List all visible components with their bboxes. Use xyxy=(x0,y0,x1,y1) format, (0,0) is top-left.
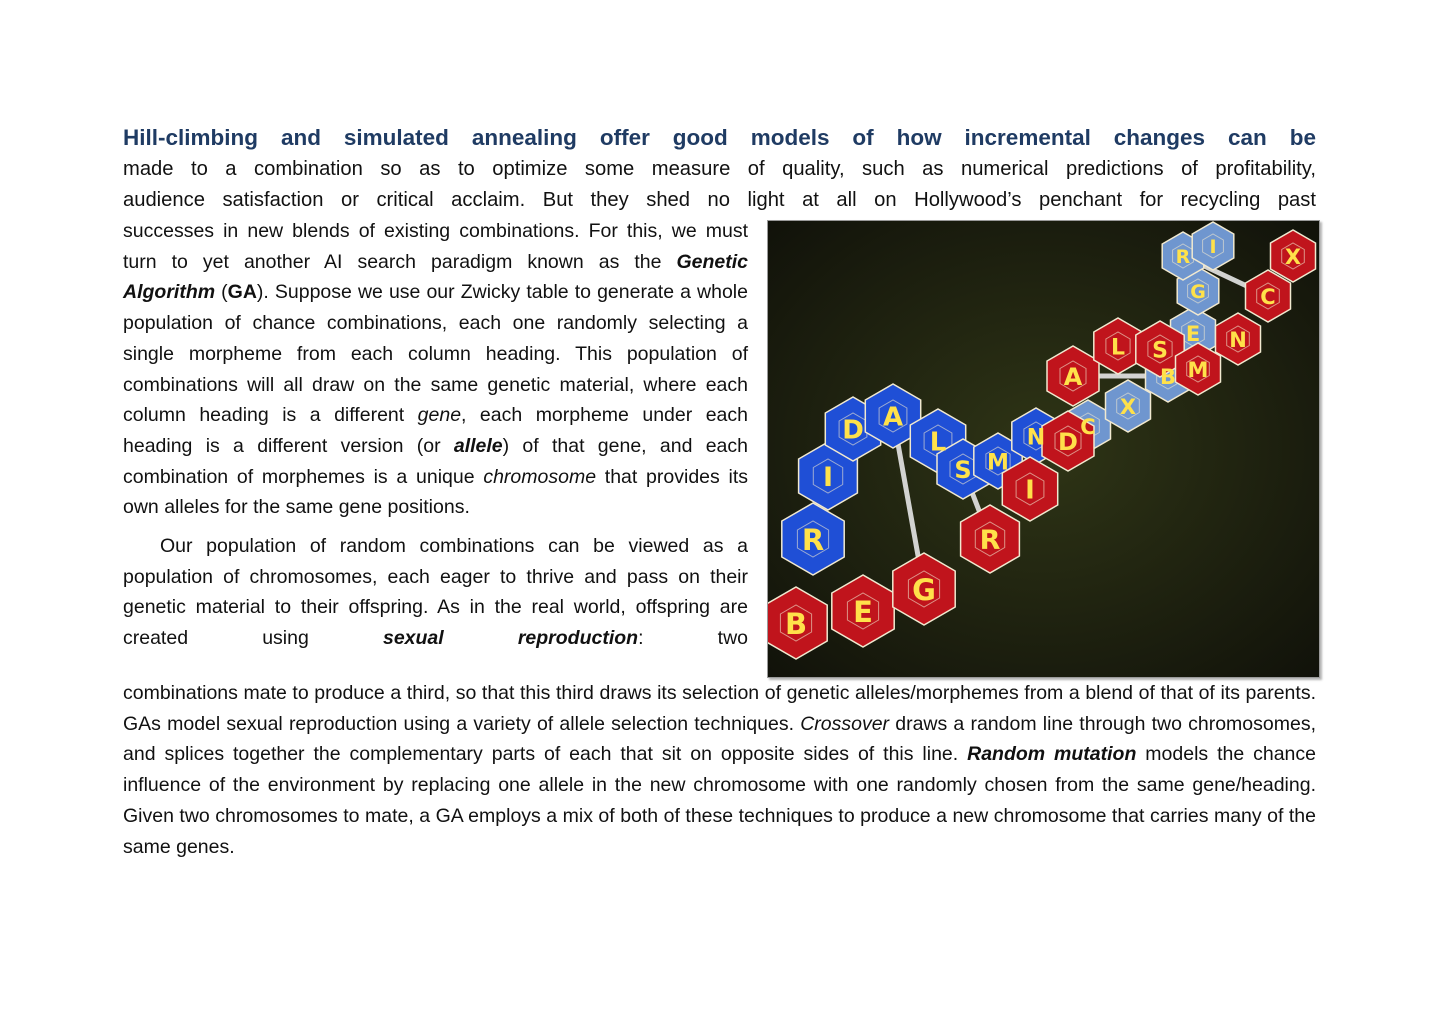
die-letter: S xyxy=(954,456,972,484)
section-heading: Hill-climbing and simulated annealing offer good models of how incremental changes can be xyxy=(123,125,1316,150)
text-run: , each morpheme under each heading is a different version (or xyxy=(123,404,748,457)
left-column xyxy=(123,216,748,654)
term-gene: gene xyxy=(417,404,462,427)
text-figure-row xyxy=(123,216,1316,678)
dna-dice-figure xyxy=(767,220,1320,678)
text-run: combinations mate to produce a third, so that this third draws its selection of genetic alleles/morphemes from a blend of that of its parents. GAs model sexual reproduction using a variety of allele selection techniques. xyxy=(123,682,1316,735)
term-chromosome: chromosome xyxy=(483,465,597,488)
paragraph-2-continued xyxy=(123,678,1316,862)
text-run: draws a random line through two chromosomes, and splices together the complementary parts of each that sit on opposite sides of this line. xyxy=(123,712,1316,766)
term-sexual-reproduction: sexual reproduction xyxy=(382,627,639,650)
die-letter: E xyxy=(853,594,873,629)
dna-dice-image xyxy=(768,221,1319,677)
text-run: ) of that gene, and each combination of morphemes is a unique xyxy=(123,434,748,488)
die-letter: C xyxy=(1080,414,1096,439)
body-line-1: made to a combination so as to optimize some measure of quality, such as numerical predictions of profitability, xyxy=(123,158,1316,180)
page-content xyxy=(123,122,1316,862)
term-crossover: Crossover xyxy=(800,712,890,735)
die-letter: B xyxy=(784,606,808,641)
die-letter: L xyxy=(929,427,947,458)
heading-line xyxy=(123,122,1316,154)
term-genetic-algorithm: Genetic Algorithm xyxy=(123,250,748,304)
die-letter: I xyxy=(822,462,834,494)
die-letter: E xyxy=(1185,321,1201,346)
die-letter: C xyxy=(1260,284,1276,309)
die-letter: B xyxy=(1159,364,1177,389)
die-letter: R xyxy=(979,525,1001,557)
paragraph-2-start xyxy=(123,531,748,654)
die-letter: M xyxy=(1187,357,1209,382)
die-letter: D xyxy=(842,415,864,446)
paragraph-1 xyxy=(123,216,748,523)
die-letter: A xyxy=(1063,363,1083,391)
term-random-mutation: Random mutation xyxy=(967,743,1137,766)
text-run: models the chance influence of the environment by replacing one allele in the new chromosome with one randomly chosen from the same gene/heading. Given two chromosomes to mate, a GA employs a mix of both of these techniques to produce a new chromosome that carries many of the same genes. xyxy=(123,743,1316,858)
die-letter: R xyxy=(801,522,825,557)
die-letter: G xyxy=(912,572,936,607)
die-letter: N xyxy=(1026,425,1046,451)
term-ga: GA xyxy=(227,281,257,304)
die-letter: L xyxy=(1110,335,1126,361)
die-letter: S xyxy=(1152,338,1168,364)
text-run: successes in new blends of existing combinations. For this, we must turn to yet another AI search paradigm known as the xyxy=(123,220,748,273)
term-allele: allele xyxy=(453,434,503,457)
die-letter: X xyxy=(1119,394,1137,419)
die-letter: G xyxy=(1190,281,1206,304)
die-letter: A xyxy=(882,402,904,433)
die-letter: X xyxy=(1284,244,1302,269)
die-letter: N xyxy=(1229,327,1247,352)
die-letter: I xyxy=(1025,475,1035,506)
text-run: ). Suppose we use our Zwicky table to generate a whole population of chance combinations, each one randomly selecting a single morpheme from each column heading. This population of combinations will all draw on the same genetic material, where each column heading is a different xyxy=(123,281,748,427)
body-line-2: audience satisfaction or critical acclaim. But they shed no light at all on Hollywood’s penchant for recycling past xyxy=(123,189,1316,211)
text-run: that provides its own alleles for the same gene positions. xyxy=(123,465,749,519)
die-letter: R xyxy=(1175,246,1191,269)
die-letter: D xyxy=(1058,428,1078,456)
die-letter: M xyxy=(987,450,1009,476)
text-run: ( xyxy=(215,281,228,304)
text-run: : two xyxy=(638,627,748,650)
text-run: Our population of random combinations can be viewed as a population of chromosomes, each eager to thrive and pass on their genetic material to their offspring. As in the real world, offspring are created using xyxy=(123,535,748,650)
die-letter: I xyxy=(1209,236,1217,259)
